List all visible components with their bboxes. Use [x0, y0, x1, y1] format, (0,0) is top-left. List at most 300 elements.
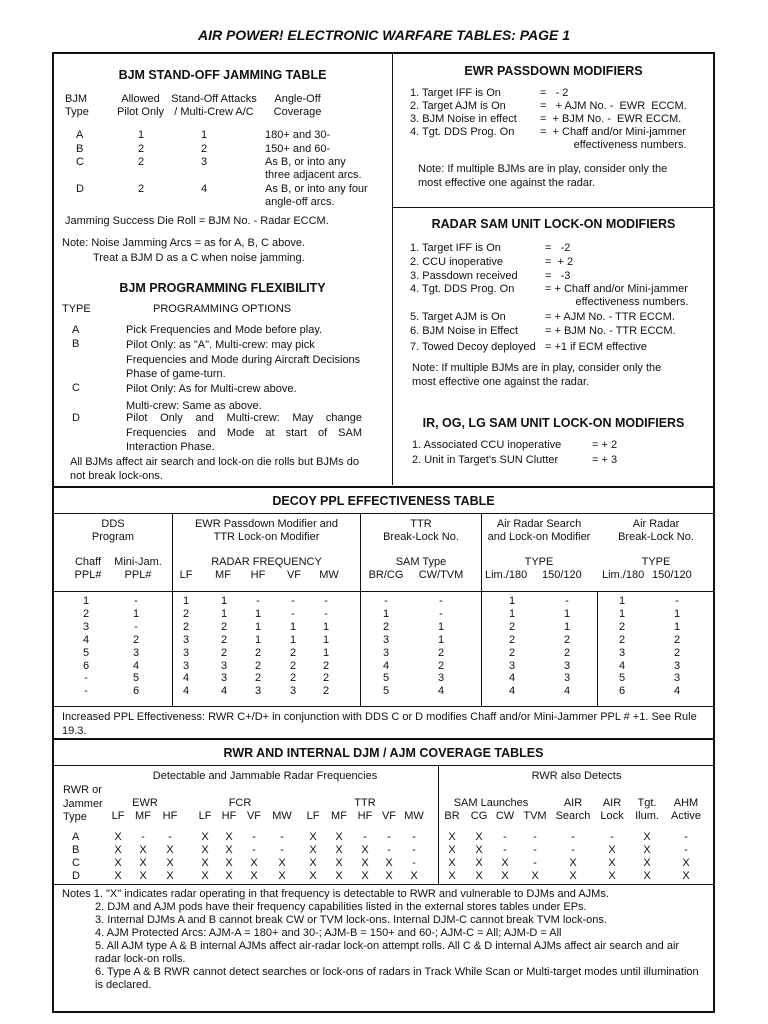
standoff-coverage: 180+ and 30- — [265, 129, 331, 141]
standoff-coverage: 150+ and 60- — [265, 143, 331, 155]
decoy-cell: 6 — [82, 659, 90, 672]
bjm-programming-title: BJM PROGRAMMING FLEXIBILITY — [119, 281, 326, 295]
rwr-col-label: AIR Lock — [600, 797, 624, 822]
rwr-cell: X — [335, 831, 343, 843]
decoy-cell: 5 — [132, 672, 140, 685]
rwr-cell: - — [363, 831, 367, 843]
decoy-cell: 4 — [618, 659, 626, 672]
rwr-col-label: LF — [306, 810, 320, 822]
rwr-cell: X — [475, 870, 483, 882]
decoy-cell: 2 — [182, 607, 190, 620]
rwr-col-label: VF — [246, 810, 262, 822]
prog-option: Pilot Only and Multi-crew: May change Frequencies and Mode at start of SAM Interaction Phase. — [126, 412, 362, 453]
decoy-cell: 2 — [220, 620, 228, 633]
rwr-row-type: A — [72, 831, 80, 843]
decoy-cell: 3 — [82, 620, 90, 633]
decoy-cell: 5 — [382, 685, 390, 698]
decoy-cell: 4 — [673, 685, 681, 698]
rwr-cell: X — [410, 870, 418, 882]
rwr-cell: X — [278, 870, 286, 882]
prog-type: B — [72, 338, 80, 350]
rwr-cell: X — [201, 857, 209, 869]
rwr-cell: X — [335, 870, 343, 882]
rwr-notes-line — [53, 884, 714, 885]
ir-og-lg-title: IR, OG, LG SAM UNIT LOCK-ON MODIFIERS — [422, 416, 685, 430]
decoy-cell: - — [84, 685, 88, 698]
rwr-cell: - — [533, 844, 537, 856]
rwr-cell: X — [309, 844, 317, 856]
rwr-cell: X — [335, 857, 343, 869]
decoy-cell: - — [256, 595, 260, 607]
rwr-note: Notes 1. "X" indicates radar operating in that frequency is detectable to RWR and vulnerable to DJMs and AJMs. — [62, 888, 609, 900]
decoy-cell: 2 — [82, 607, 90, 620]
decoy-cell: - — [134, 620, 138, 633]
decoy-cell: 3 — [182, 646, 190, 659]
allowed-header: Allowed Pilot Only — [116, 93, 165, 118]
decoy-cell: 3 — [289, 685, 297, 698]
ewr-passdown-title: EWR PASSDOWN MODIFIERS — [464, 64, 643, 78]
decoy-subheader-line — [53, 591, 714, 592]
rwr-cell: - — [684, 844, 688, 856]
rwr-cell: X — [385, 870, 393, 882]
prog-option: Pick Frequencies and Mode before play. — [126, 324, 323, 336]
sam-mod-value: = + BJM No. - TTR ECCM. — [545, 325, 676, 337]
sam-type-header: SAM Type — [395, 556, 447, 568]
rwr-cell: X — [643, 831, 651, 843]
decoy-cell: 2 — [508, 633, 516, 646]
rwr-cell: X — [114, 870, 122, 882]
decoy-cell: 1 — [289, 620, 297, 633]
decoy-cell: 2 — [289, 646, 297, 659]
rwr-type-label: RWR or Jammer Type — [63, 784, 103, 823]
rwr-cell: X — [114, 857, 122, 869]
decoy-cell: 1 — [437, 620, 445, 633]
rwr-title: RWR AND INTERNAL DJM / AJM COVERAGE TABLES — [223, 746, 544, 760]
sam-mod-label: 7. Towed Decoy deployed — [410, 341, 536, 353]
decoy-cell: 2 — [289, 672, 297, 685]
rwr-cell: - — [412, 857, 416, 869]
rwr-cell: X — [309, 831, 317, 843]
rwr-cell: X — [309, 857, 317, 869]
ir-mod-value: = + 3 — [592, 454, 618, 466]
decoy-cell: 3 — [182, 633, 190, 646]
rwr-cell: X — [139, 857, 147, 869]
decoy-title: DECOY PPL EFFECTIVENESS TABLE — [272, 494, 495, 508]
ewr-mod-label: 4. Tgt. DDS Prog. On — [410, 126, 515, 138]
rwr-cell: X — [201, 870, 209, 882]
decoy-cell: - — [675, 595, 679, 607]
decoy-cell: 2 — [289, 659, 297, 672]
rwr-cell: X — [361, 870, 369, 882]
rwr-group-ttr: TTR — [354, 797, 376, 809]
freq-vf: VF — [286, 569, 302, 581]
standoff-attacks: 2 — [200, 143, 208, 155]
decoy-cell: 1 — [673, 607, 681, 620]
decoy-cell: 3 — [182, 659, 190, 672]
options-header: PROGRAMMING OPTIONS — [153, 303, 292, 315]
rwr-cell: X — [608, 844, 616, 856]
decoy-cell: 2 — [563, 633, 571, 646]
decoy-cell: 1 — [254, 607, 262, 620]
decoy-cell: 1 — [322, 620, 330, 633]
decoy-cell: - — [291, 595, 295, 607]
decoy-cell: 2 — [618, 620, 626, 633]
rwr-top-border — [53, 738, 714, 740]
standoff-attacks: 4 — [200, 183, 208, 195]
decoy-cell: 4 — [437, 685, 445, 698]
rwr-cell: X — [475, 844, 483, 856]
rwr-header-line — [53, 765, 714, 766]
rwr-cell: X — [166, 870, 174, 882]
standoff-allowed: 2 — [137, 156, 145, 168]
rwr-cell: - — [252, 831, 256, 843]
rwr-col-label: VF — [381, 810, 397, 822]
air-search-lim180: Lim./180 — [485, 569, 528, 581]
standoff-coverage: As B, or into any four angle-off arcs. — [265, 183, 368, 208]
rwr-group-ewr: EWR — [132, 797, 158, 809]
rwr-cell: X — [385, 857, 393, 869]
decoy-top-border — [53, 486, 714, 488]
decoy-cell: 1 — [673, 620, 681, 633]
decoy-cell: 1 — [132, 607, 140, 620]
standoff-attacks: 1 — [200, 129, 208, 141]
rwr-cell: X — [643, 844, 651, 856]
right-divider-1 — [392, 207, 714, 208]
prog-type: C — [72, 382, 80, 394]
sam-mod-value: = + AJM No. - TTR ECCM. — [545, 311, 675, 323]
decoy-cell: 2 — [382, 620, 390, 633]
decoy-cell: 6 — [132, 685, 140, 698]
rwr-cell: X — [475, 831, 483, 843]
decoy-cell: 3 — [220, 672, 228, 685]
air-breaklock-type-header: TYPE — [641, 556, 671, 568]
rwr-col-label: CW — [495, 810, 515, 822]
prog-footer: All BJMs affect air search and lock-on die rolls but BJMs do not break lock-ons. — [70, 456, 359, 482]
rwr-cell: - — [387, 831, 391, 843]
decoy-cell: 3 — [132, 646, 140, 659]
decoy-cell: 1 — [563, 620, 571, 633]
rwr-cell: X — [569, 870, 577, 882]
rwr-cell: X — [361, 857, 369, 869]
sam-note: Note: If multiple BJMs are in play, consider only the most effective one against the radar. — [412, 362, 662, 388]
rwr-col-label: AIR Search — [555, 797, 591, 822]
decoy-cell: - — [384, 595, 388, 607]
ewr-mod-label: 2. Target AJM is On — [410, 100, 506, 112]
ir-mod-label: 1. Associated CCU inoperative — [412, 439, 562, 451]
sam-mod-value: = -2 — [545, 242, 571, 254]
standoff-allowed: 2 — [137, 143, 145, 155]
decoy-cell: 4 — [182, 672, 190, 685]
standoff-type: A — [76, 129, 84, 141]
decoy-header-line — [53, 513, 714, 514]
rwr-col-label: HF — [357, 810, 373, 822]
dds-program-header: DDS Program — [91, 518, 135, 543]
freq-mf: MF — [215, 569, 231, 581]
rwr-cell: - — [252, 844, 256, 856]
sam-mod-label: 3. Passdown received — [410, 270, 518, 282]
decoy-cell: 2 — [437, 646, 445, 659]
rwr-cell: X — [569, 857, 577, 869]
rwr-cell: X — [139, 844, 147, 856]
air-search-type-header: TYPE — [524, 556, 554, 568]
rwr-cell: - — [503, 831, 507, 843]
decoy-cell: 1 — [322, 646, 330, 659]
decoy-cell: 3 — [563, 659, 571, 672]
rwr-col-divider — [438, 766, 439, 884]
decoy-cell: 1 — [437, 633, 445, 646]
standoff-type: C — [76, 156, 84, 168]
decoy-cell: 2 — [254, 646, 262, 659]
rwr-cell: - — [610, 831, 614, 843]
decoy-cell: 3 — [673, 672, 681, 685]
decoy-cell: 2 — [673, 633, 681, 646]
rwr-cell: X — [278, 857, 286, 869]
rwr-col-label: LF — [198, 810, 212, 822]
decoy-cell: 1 — [220, 607, 228, 620]
sam-mod-label: 5. Target AJM is On — [410, 311, 506, 323]
rwr-note: 5. All AJM type A & B internal AJMs affect air-radar lock-on attempt rolls. All C & D internal AJMs affect air search and air radar lock-on rolls. — [95, 940, 680, 965]
prog-option: Pilot Only: As for Multi-crew above. Multi-crew: Same as above. — [126, 383, 297, 412]
decoy-cell: 1 — [508, 607, 516, 620]
rwr-col-label: MW — [272, 810, 292, 822]
rwr-col-label: LF — [111, 810, 125, 822]
rwr-cell: - — [503, 844, 507, 856]
decoy-cell: 4 — [182, 685, 190, 698]
ewr-mod-value: = + AJM No. - EWR ECCM. — [540, 100, 687, 112]
decoy-cell: 2 — [220, 646, 228, 659]
rwr-cell: X — [250, 870, 258, 882]
decoy-cell: 2 — [673, 646, 681, 659]
standoff-attacks: 3 — [200, 156, 208, 168]
standoff-allowed: 2 — [137, 183, 145, 195]
air-search-150-120: 150/120 — [542, 569, 582, 581]
decoy-cell: 4 — [508, 685, 516, 698]
decoy-cell: 4 — [82, 633, 90, 646]
rwr-cell: X — [114, 844, 122, 856]
rwr-cell: X — [682, 870, 690, 882]
decoy-cell: 1 — [254, 620, 262, 633]
rwr-col-label: MF — [331, 810, 347, 822]
sam-mod-label: 6. BJM Noise in Effect — [410, 325, 519, 337]
rwr-col-label: MW — [404, 810, 424, 822]
rwr-cell: X — [501, 870, 509, 882]
decoy-cell: - — [84, 672, 88, 685]
rwr-col-label: BR — [444, 810, 460, 822]
decoy-cell: 1 — [82, 595, 90, 607]
air-breaklock-150-120: 150/120 — [652, 569, 692, 581]
decoy-cell: 3 — [673, 659, 681, 672]
decoy-col-divider — [597, 591, 598, 706]
rwr-cell: X — [225, 831, 233, 843]
rwr-cell: - — [412, 844, 416, 856]
rwr-cell: X — [335, 844, 343, 856]
decoy-cell: - — [439, 607, 443, 620]
standoff-allowed: 1 — [137, 129, 145, 141]
standoff-coverage: As B, or into any three adjacent arcs. — [265, 156, 362, 181]
rwr-left-header: Detectable and Jammable Radar Frequencies — [152, 770, 378, 782]
rwr-cell: X — [643, 870, 651, 882]
bjm-standoff-title: BJM STAND-OFF JAMMING TABLE — [118, 68, 327, 82]
decoy-cell: 5 — [618, 672, 626, 685]
sam-mod-value: = +1 if ECM effective — [545, 341, 647, 353]
rwr-group-sam-launches: SAM Launches — [453, 797, 529, 809]
ewr-mod-value: = + Chaff and/or Mini-jammer effectiveness numbers. — [540, 126, 687, 151]
sam-cw-tvm: CW/TVM — [418, 569, 464, 581]
rwr-col-label: TVM — [523, 810, 547, 822]
decoy-cell: 4 — [220, 685, 228, 698]
radar-frequency-header: RADAR FREQUENCY — [211, 556, 322, 568]
rwr-col-label: Tgt. Ilum. — [635, 797, 659, 822]
rwr-cell: X — [643, 857, 651, 869]
ewr-mod-value: = - 2 — [540, 87, 569, 99]
decoy-cell: 2 — [508, 620, 516, 633]
freq-mw: MW — [319, 569, 339, 581]
decoy-cell: 2 — [132, 633, 140, 646]
rwr-cell: X — [201, 831, 209, 843]
die-roll-rule: Jamming Success Die Roll = BJM No. - Radar ECCM. — [65, 215, 329, 227]
prog-type: A — [72, 324, 80, 336]
decoy-cell: 5 — [82, 646, 90, 659]
angle-off-header: Angle-Off Coverage — [273, 93, 322, 118]
standoff-type: D — [76, 183, 84, 195]
decoy-cell: - — [324, 607, 328, 620]
prog-option: Pilot Only: as "A". Multi-crew: may pick Frequencies and Mode during Aircraft Decisions Phase of game-turn. — [126, 339, 361, 380]
rwr-col-label: HF — [221, 810, 237, 822]
decoy-cell: 3 — [220, 659, 228, 672]
rwr-cell: - — [168, 831, 172, 843]
sam-mod-label: 1. Target IFF is On — [410, 242, 501, 254]
decoy-cell: 1 — [382, 607, 390, 620]
minijam-ppl-header: Mini-Jam. PPL# — [114, 556, 162, 581]
freq-hf: HF — [250, 569, 266, 581]
rwr-cell: X — [448, 831, 456, 843]
decoy-cell: 3 — [437, 672, 445, 685]
rwr-cell: - — [387, 844, 391, 856]
rwr-cell: - — [412, 831, 416, 843]
rwr-row-type: B — [72, 844, 80, 856]
decoy-cell: 2 — [220, 633, 228, 646]
rwr-cell: X — [139, 870, 147, 882]
rwr-cell: - — [280, 831, 284, 843]
decoy-footer: Increased PPL Effectiveness: RWR C+/D+ in conjunction with DDS C or D modifies Chaff and/or Mini-Jammer PPL # +1. See Rule 19.3. — [62, 711, 697, 737]
decoy-cell: 2 — [437, 659, 445, 672]
rwr-cell: - — [571, 844, 575, 856]
page-title: AIR POWER! ELECTRONIC WARFARE TABLES: PAGE 1 — [197, 27, 571, 43]
ewr-mod-value: = + BJM No. - EWR ECCM. — [540, 113, 682, 125]
decoy-cell: 2 — [182, 620, 190, 633]
rwr-group-fcr: FCR — [228, 797, 252, 809]
sam-mod-value: = + 2 — [545, 256, 574, 268]
decoy-cell: 4 — [508, 672, 516, 685]
rwr-cell: - — [684, 831, 688, 843]
decoy-cell: - — [439, 595, 443, 607]
noise-note-2: Treat a BJM D as a C when noise jamming. — [93, 252, 305, 264]
rwr-cell: - — [533, 831, 537, 843]
decoy-cell: 3 — [382, 646, 390, 659]
decoy-body-line — [53, 706, 714, 707]
decoy-cell: 1 — [182, 595, 190, 607]
decoy-cell: - — [324, 595, 328, 607]
rwr-cell: - — [533, 857, 537, 869]
rwr-right-header: RWR also Detects — [531, 770, 622, 782]
decoy-cell: 1 — [289, 633, 297, 646]
rwr-cell: X — [608, 857, 616, 869]
decoy-cell: - — [291, 607, 295, 620]
rwr-cell: X — [682, 857, 690, 869]
standoff-header: Stand-Off Attacks / Multi-Crew A/C — [171, 93, 257, 118]
decoy-cell: 5 — [382, 672, 390, 685]
chaff-ppl-header: Chaff PPL# — [74, 556, 102, 581]
rwr-cell: X — [114, 831, 122, 843]
rwr-col-label: MF — [135, 810, 151, 822]
rwr-cell: X — [225, 870, 233, 882]
decoy-cell: 2 — [254, 659, 262, 672]
rwr-col-label: HF — [162, 810, 178, 822]
decoy-cell: 3 — [382, 633, 390, 646]
decoy-cell: 4 — [563, 685, 571, 698]
ewr-mod-label: 1. Target IFF is On — [410, 87, 501, 99]
rwr-cell: - — [280, 844, 284, 856]
rwr-note: 2. DJM and AJM pods have their frequency capabilities listed in the external stores tables under EPs. — [95, 901, 587, 913]
ttr-breaklock-header: TTR Break-Lock No. — [383, 518, 459, 543]
rwr-cell: X — [166, 844, 174, 856]
decoy-cell: 3 — [254, 685, 262, 698]
air-search-mod-header: Air Radar Search and Lock-on Modifier — [487, 518, 591, 543]
decoy-cell: 4 — [132, 659, 140, 672]
decoy-cell: 2 — [508, 646, 516, 659]
rwr-cell: X — [309, 870, 317, 882]
sam-mod-value: = -3 — [545, 270, 571, 282]
decoy-cell: - — [134, 595, 138, 607]
sam-mod-value: = + Chaff and/or Mini-jammer effectiveness numbers. — [545, 283, 689, 308]
ewr-ttr-mod-header: EWR Passdown Modifier and TTR Lock-on Modifier — [194, 518, 339, 543]
decoy-cell: 1 — [618, 607, 626, 620]
prog-type: D — [72, 412, 80, 424]
ir-mod-value: = + 2 — [592, 439, 618, 451]
ir-mod-label: 2. Unit in Target's SUN Clutter — [412, 454, 559, 466]
decoy-cell: 1 — [508, 595, 516, 607]
decoy-cell: 2 — [322, 672, 330, 685]
rwr-row-type: D — [72, 870, 80, 882]
rwr-cell: X — [448, 844, 456, 856]
rwr-cell: X — [201, 844, 209, 856]
rwr-cell: X — [166, 857, 174, 869]
ewr-mod-label: 3. BJM Noise in effect — [410, 113, 517, 125]
rwr-cell: X — [225, 844, 233, 856]
sam-br-cg: BR/CG — [368, 569, 404, 581]
decoy-cell: 4 — [382, 659, 390, 672]
decoy-cell: 2 — [618, 633, 626, 646]
decoy-cell: 2 — [254, 672, 262, 685]
rwr-cell: - — [141, 831, 145, 843]
rwr-row-type: C — [72, 857, 80, 869]
rwr-note: 6. Type A & B RWR cannot detect searches or lock-ons of radars in Track While Scan or Multi-target modes until illumination is declared. — [95, 966, 699, 991]
decoy-cell: 3 — [618, 646, 626, 659]
decoy-cell: 1 — [322, 633, 330, 646]
rwr-cell: X — [475, 857, 483, 869]
radar-sam-title: RADAR SAM UNIT LOCK-ON MODIFIERS — [431, 217, 676, 231]
type-header: TYPE — [62, 303, 91, 315]
rwr-col-label: CG — [470, 810, 488, 822]
rwr-note: 4. AJM Protected Arcs: AJM-A = 180+ and 30-; AJM-B = 150+ and 60-; AJM-C = All; AJM-D = All — [95, 927, 562, 939]
rwr-cell: X — [448, 857, 456, 869]
decoy-cell: 3 — [508, 659, 516, 672]
air-breaklock-header: Air Radar Break-Lock No. — [618, 518, 694, 543]
rwr-cell: - — [571, 831, 575, 843]
decoy-cell: 3 — [563, 672, 571, 685]
rwr-cell: X — [250, 857, 258, 869]
sam-mod-label: 4. Tgt. DDS Prog. On — [410, 283, 515, 295]
